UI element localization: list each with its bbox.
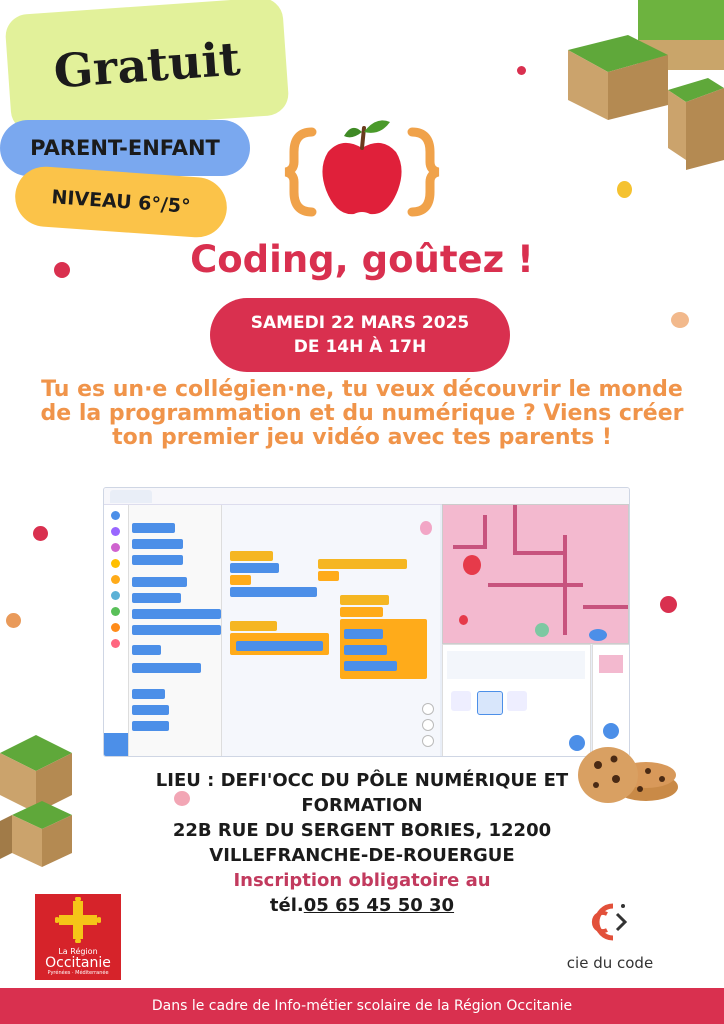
- event-date: SAMEDI 22 MARS 2025: [250, 313, 470, 333]
- block-categories: [104, 505, 129, 756]
- cie-code-icon: [587, 900, 633, 944]
- grass-cube-decoration: [0, 735, 76, 875]
- cie-du-code-logo: [560, 900, 660, 972]
- decor-dot: [33, 526, 48, 541]
- block-palette: [129, 505, 222, 756]
- grass-cube-decoration: [568, 0, 724, 170]
- free-badge: [4, 0, 290, 134]
- location-line-4: VILLEFRANCHE-DE-ROUERGUE: [209, 845, 515, 866]
- stage-preview: [442, 504, 629, 644]
- location-line-3: 22B RUE DU SERGENT BORIES, 12200: [172, 820, 552, 841]
- phone-line: [120, 893, 604, 918]
- occitan-cross-icon: [55, 897, 101, 943]
- page-title: Coding, goûtez !: [190, 238, 534, 281]
- free-badge-text: Gratuit: [51, 31, 243, 99]
- location-line-2: FORMATION: [301, 795, 423, 816]
- location-line-1: LIEU : DEFI'OCC DU PÔLE NUMÉRIQUE ET: [155, 770, 569, 791]
- region-line-2: Occitanie: [45, 955, 111, 971]
- region-line-3: Pyrénées · Méditerranée: [47, 970, 109, 976]
- date-badge: [210, 298, 510, 372]
- decor-dot: [671, 312, 689, 328]
- decor-dot: [617, 181, 632, 198]
- intro-text: Tu es un·e collégien·ne, tu veux découvrir le monde de la programmation et du numérique ? Viens créer ton premier jeu vidéo avec tes parents !: [40, 377, 684, 450]
- phone-prefix: tél.: [269, 895, 304, 916]
- level-badge-text: NIVEAU 6°/5°: [50, 186, 192, 218]
- decor-dot: [517, 66, 526, 75]
- decor-dot: [6, 613, 21, 628]
- backdrop-panel: [592, 644, 630, 757]
- apple-braces-icon: [282, 110, 442, 228]
- phone-number-link[interactable]: 05 65 45 50 30: [303, 895, 455, 916]
- audience-badge-text: PARENT-ENFANT: [30, 136, 220, 160]
- sprite-panel: [442, 644, 591, 757]
- scratch-editor-screenshot: [103, 487, 630, 757]
- footer-banner: Dans le cadre de Info-métier scolaire de la Région Occitanie: [0, 988, 724, 1024]
- script-area: [222, 505, 440, 756]
- registration-text: Inscription obligatoire au: [233, 870, 491, 891]
- decor-dot: [660, 596, 677, 613]
- cie-du-code-name: cie du code: [566, 954, 654, 972]
- region-occitanie-logo: [35, 894, 121, 980]
- event-time: DE 14H À 17H: [293, 337, 427, 357]
- location-info: [120, 768, 604, 918]
- region-line-1: La Région: [58, 947, 98, 956]
- sounds-tab: [182, 490, 222, 503]
